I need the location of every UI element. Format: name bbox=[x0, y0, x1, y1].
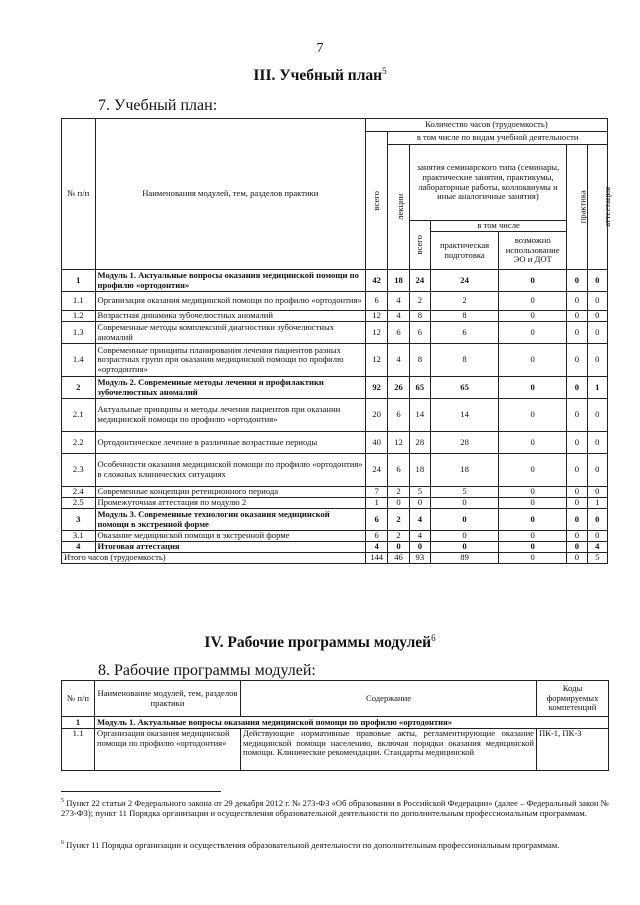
hours-cell: 0 bbox=[587, 487, 607, 498]
hours-cell: 0 bbox=[499, 487, 567, 498]
hours-cell: 4 bbox=[365, 542, 387, 553]
row-number: 1.3 bbox=[62, 322, 96, 344]
hours-cell: 12 bbox=[365, 311, 387, 322]
hours-cell: 0 bbox=[567, 399, 587, 432]
hours-cell: 6 bbox=[365, 292, 387, 311]
hours-cell: 24 bbox=[409, 270, 430, 292]
hours-cell: 4 bbox=[409, 509, 430, 531]
hours-cell: 0 bbox=[388, 498, 409, 509]
hours-cell: 0 bbox=[499, 498, 567, 509]
hours-cell: 0 bbox=[499, 377, 567, 399]
hours-cell: 8 bbox=[431, 311, 499, 322]
hours-cell: 0 bbox=[567, 432, 587, 454]
row-name: Модуль 2. Современные методы лечения и профилактики зубочелюстных аномалий bbox=[95, 377, 365, 399]
hours-cell: 0 bbox=[567, 531, 587, 542]
hours-cell: 0 bbox=[587, 344, 607, 377]
hours-cell: 28 bbox=[409, 432, 430, 454]
hours-cell: 0 bbox=[587, 509, 607, 531]
footnote-ref: 6 bbox=[431, 633, 436, 643]
header-by-type: в том числе по видам учебной деятельности bbox=[388, 132, 608, 145]
prog-module-num: 1 bbox=[62, 717, 95, 729]
topic-row bbox=[62, 454, 608, 487]
topic-row bbox=[62, 311, 608, 322]
header-num: № п/п bbox=[62, 119, 96, 270]
section-title-programs: IV. Рабочие программы модулей$^6$ bbox=[204, 633, 436, 652]
total-label: Итого часов (трудоемкость) bbox=[62, 553, 366, 564]
topic-row bbox=[62, 344, 608, 377]
hours-cell: 6 bbox=[365, 531, 387, 542]
footnote-ref: 5 bbox=[382, 66, 387, 76]
curriculum-table bbox=[61, 118, 612, 564]
hours-cell: 0 bbox=[499, 344, 567, 377]
hours-cell: 5 bbox=[409, 487, 430, 498]
hours-cell: 20 bbox=[365, 399, 387, 432]
header-seminars: занятия семинарского типа (семинары, практические занятия, практикумы, лабораторные работы, коллоквиумы и иные аналогичные занятия) bbox=[409, 145, 567, 221]
row-number: 2.2 bbox=[62, 432, 96, 454]
hours-cell: 0 bbox=[567, 292, 587, 311]
prog-header-codes: Коды формируемых компетенций bbox=[537, 681, 609, 717]
hours-cell: 2 bbox=[409, 292, 430, 311]
row-number: 3.1 bbox=[62, 531, 96, 542]
hours-cell: 0 bbox=[567, 377, 587, 399]
prog-row-name: Организация оказания медицинской помощи по профилю «ортодонтия» bbox=[95, 729, 241, 771]
hours-cell: 4 bbox=[409, 531, 430, 542]
hours-cell: 1 bbox=[587, 377, 607, 399]
hours-cell: 0 bbox=[388, 542, 409, 553]
total-cell: 89 bbox=[431, 553, 499, 564]
header-lectures: лекции bbox=[388, 145, 409, 270]
header-sem-vsego: всего bbox=[409, 221, 430, 270]
row-name: Итоговая аттестация bbox=[95, 542, 365, 553]
programs-table bbox=[61, 680, 609, 771]
hours-cell: 1 bbox=[365, 498, 387, 509]
footnote-6: $^6$ Пункт 11 Порядка организации и осуществления образовательной деятельности по дополнительным профессиональным программам. bbox=[61, 839, 560, 850]
prog-row-codes: ПК-1, ПК-3 bbox=[537, 729, 609, 771]
hours-cell: 0 bbox=[409, 498, 430, 509]
module-row bbox=[62, 509, 608, 531]
footnote-5: $^5$ Пункт 22 статьи 2 Федерального закона от 29 декабря 2012 г. № 273-ФЗ «Об образовании в Российской Федерации» (далее – Федеральный закон № 273-ФЗ); пункт 11 Порядка организации и осуществления образовательной деятельности по дополнительным профессиональным программам. bbox=[61, 797, 609, 818]
module-row bbox=[62, 377, 608, 399]
hours-cell: 18 bbox=[388, 270, 409, 292]
header-hours-total: Количество часов (трудоемкость) bbox=[365, 119, 607, 132]
row-name: Современные методы комплексной диагностики зубочелюстных аномалий bbox=[95, 322, 365, 344]
hours-cell: 0 bbox=[587, 531, 607, 542]
header-vsego: всего bbox=[365, 132, 387, 270]
row-number: 2.1 bbox=[62, 399, 96, 432]
hours-cell: 4 bbox=[388, 292, 409, 311]
row-name: Модуль 1. Актуальные вопросы оказания медицинской помощи по профилю «ортодонтия» bbox=[95, 270, 365, 292]
hours-cell: 18 bbox=[431, 454, 499, 487]
header-name: Наименования модулей, тем, разделов практики bbox=[95, 119, 365, 270]
hours-cell: 12 bbox=[365, 322, 387, 344]
hours-cell: 0 bbox=[431, 498, 499, 509]
total-cell: 93 bbox=[409, 553, 430, 564]
hours-cell: 65 bbox=[431, 377, 499, 399]
module-row bbox=[62, 542, 608, 553]
total-cell: 0 bbox=[567, 553, 587, 564]
total-cell: 0 bbox=[499, 553, 567, 564]
hours-cell: 0 bbox=[567, 542, 587, 553]
row-name: Ортодонтическое лечение в различные возрастные периоды bbox=[95, 432, 365, 454]
hours-cell: 0 bbox=[587, 322, 607, 344]
hours-cell: 0 bbox=[567, 311, 587, 322]
hours-cell: 1 bbox=[587, 498, 607, 509]
hours-cell: 0 bbox=[587, 292, 607, 311]
row-number: 2.3 bbox=[62, 454, 96, 487]
hours-cell: 0 bbox=[567, 270, 587, 292]
hours-cell: 2 bbox=[388, 531, 409, 542]
section-title-plan: III. Учебный план$^5$ bbox=[253, 66, 387, 85]
hours-cell: 6 bbox=[388, 399, 409, 432]
subheading-programs: 8. Рабочие программы модулей: bbox=[98, 662, 316, 679]
hours-cell: 0 bbox=[499, 531, 567, 542]
hours-cell: 92 bbox=[365, 377, 387, 399]
page-number: 7 bbox=[316, 41, 324, 56]
topic-row bbox=[62, 399, 608, 432]
prog-row bbox=[62, 729, 609, 771]
hours-cell: 6 bbox=[431, 322, 499, 344]
topic-row bbox=[62, 322, 608, 344]
row-name: Промежуточная аттестация по модулю 2 bbox=[95, 498, 365, 509]
hours-cell: 28 bbox=[431, 432, 499, 454]
hours-cell: 6 bbox=[388, 322, 409, 344]
hours-cell: 24 bbox=[431, 270, 499, 292]
total-cell: 144 bbox=[365, 553, 387, 564]
hours-cell: 8 bbox=[431, 344, 499, 377]
hours-cell: 0 bbox=[499, 322, 567, 344]
hours-cell: 4 bbox=[388, 311, 409, 322]
row-name: Современные принципы планирования лечения пациентов разных возрастных групп при оказании медицинской помощи по профилю «ортодонтия» bbox=[95, 344, 365, 377]
header-attestation: аттестация bbox=[587, 145, 607, 270]
row-name: Возрастная динамика зубочелюстных аномалий bbox=[95, 311, 365, 322]
hours-cell: 0 bbox=[567, 509, 587, 531]
hours-cell: 0 bbox=[499, 432, 567, 454]
total-cell: 46 bbox=[388, 553, 409, 564]
hours-cell: 26 bbox=[388, 377, 409, 399]
row-number: 1.4 bbox=[62, 344, 96, 377]
row-number: 1 bbox=[62, 270, 96, 292]
hours-cell: 12 bbox=[365, 344, 387, 377]
row-name: Актуальные принципы и методы лечения пациентов при оказании медицинской помощи по профилю «ортодонтия» bbox=[95, 399, 365, 432]
hours-cell: 2 bbox=[388, 509, 409, 531]
hours-cell: 0 bbox=[567, 322, 587, 344]
hours-cell: 6 bbox=[388, 454, 409, 487]
hours-cell: 0 bbox=[499, 311, 567, 322]
row-name: Особенности оказания медицинской помощи по профилю «ортодонтия» в сложных клинических ситуациях bbox=[95, 454, 365, 487]
hours-cell: 4 bbox=[388, 344, 409, 377]
hours-cell: 0 bbox=[587, 454, 607, 487]
hours-cell: 0 bbox=[499, 399, 567, 432]
hours-cell: 40 bbox=[365, 432, 387, 454]
hours-cell: 6 bbox=[409, 322, 430, 344]
row-number: 3 bbox=[62, 509, 96, 531]
hours-cell: 0 bbox=[567, 498, 587, 509]
row-number: 4 bbox=[62, 542, 96, 553]
hours-cell: 8 bbox=[409, 311, 430, 322]
hours-cell: 0 bbox=[409, 542, 430, 553]
header-practical-training: практическая подготовка bbox=[431, 232, 499, 270]
hours-cell: 12 bbox=[388, 432, 409, 454]
hours-cell: 2 bbox=[431, 292, 499, 311]
prog-header-num: № п/п bbox=[62, 681, 95, 717]
prog-module-row bbox=[62, 717, 609, 729]
topic-row bbox=[62, 531, 608, 542]
hours-cell: 0 bbox=[499, 292, 567, 311]
row-number: 2.5 bbox=[62, 498, 96, 509]
hours-cell: 0 bbox=[499, 542, 567, 553]
row-number: 2 bbox=[62, 377, 96, 399]
hours-cell: 4 bbox=[587, 542, 607, 553]
row-name: Современные концепции ретенционного периода bbox=[95, 487, 365, 498]
hours-cell: 0 bbox=[567, 344, 587, 377]
footnote-separator bbox=[61, 791, 221, 792]
row-number: 1.1 bbox=[62, 292, 96, 311]
hours-cell: 7 bbox=[365, 487, 387, 498]
hours-cell: 0 bbox=[499, 454, 567, 487]
hours-cell: 0 bbox=[567, 487, 587, 498]
hours-cell: 8 bbox=[409, 344, 430, 377]
hours-cell: 0 bbox=[499, 509, 567, 531]
header-practice: практика bbox=[567, 145, 587, 270]
hours-cell: 0 bbox=[431, 542, 499, 553]
hours-cell: 2 bbox=[388, 487, 409, 498]
row-name: Модуль 3. Современные технологии оказания медицинской помощи в экстренной форме bbox=[95, 509, 365, 531]
header-eo-dot: возможно использование ЭО и ДОТ bbox=[499, 232, 567, 270]
hours-cell: 0 bbox=[587, 311, 607, 322]
hours-cell: 0 bbox=[587, 270, 607, 292]
hours-cell: 0 bbox=[431, 531, 499, 542]
topic-row bbox=[62, 498, 608, 509]
topic-row bbox=[62, 432, 608, 454]
prog-row-num: 1.1 bbox=[62, 729, 95, 771]
hours-cell: 65 bbox=[409, 377, 430, 399]
total-cell: 5 bbox=[587, 553, 607, 564]
total-row bbox=[62, 553, 608, 564]
topic-row bbox=[62, 487, 608, 498]
row-number: 1.2 bbox=[62, 311, 96, 322]
hours-cell: 14 bbox=[409, 399, 430, 432]
hours-cell: 0 bbox=[567, 454, 587, 487]
prog-row-content: Действующие нормативные правовые акты, регламентирующие оказание медицинской помощи населению, включая порядки оказания медицинской помощи. Клинические рекомендации. Стандарты медицинской bbox=[241, 729, 537, 771]
hours-cell: 6 bbox=[365, 509, 387, 531]
topic-row bbox=[62, 292, 608, 311]
hours-cell: 42 bbox=[365, 270, 387, 292]
prog-header-content: Содержание bbox=[241, 681, 537, 717]
hours-cell: 0 bbox=[587, 399, 607, 432]
prog-module-title: Модуль 1. Актуальные вопросы оказания медицинской помощи по профилю «ортодонтия» bbox=[95, 717, 609, 729]
header-incl: в том числе bbox=[431, 221, 567, 232]
hours-cell: 5 bbox=[431, 487, 499, 498]
row-number: 2.4 bbox=[62, 487, 96, 498]
hours-cell: 18 bbox=[409, 454, 430, 487]
hours-cell: 14 bbox=[431, 399, 499, 432]
hours-cell: 0 bbox=[499, 270, 567, 292]
hours-cell: 24 bbox=[365, 454, 387, 487]
hours-cell: 0 bbox=[431, 509, 499, 531]
subheading-plan: 7. Учебный план: bbox=[98, 97, 218, 114]
module-row bbox=[62, 270, 608, 292]
hours-cell: 0 bbox=[587, 432, 607, 454]
prog-header-name: Наименование модулей, тем, разделов практики bbox=[95, 681, 241, 717]
row-name: Организация оказания медицинской помощи по профилю «ортодонтия» bbox=[95, 292, 365, 311]
row-name: Оказание медицинской помощи в экстренной форме bbox=[95, 531, 365, 542]
